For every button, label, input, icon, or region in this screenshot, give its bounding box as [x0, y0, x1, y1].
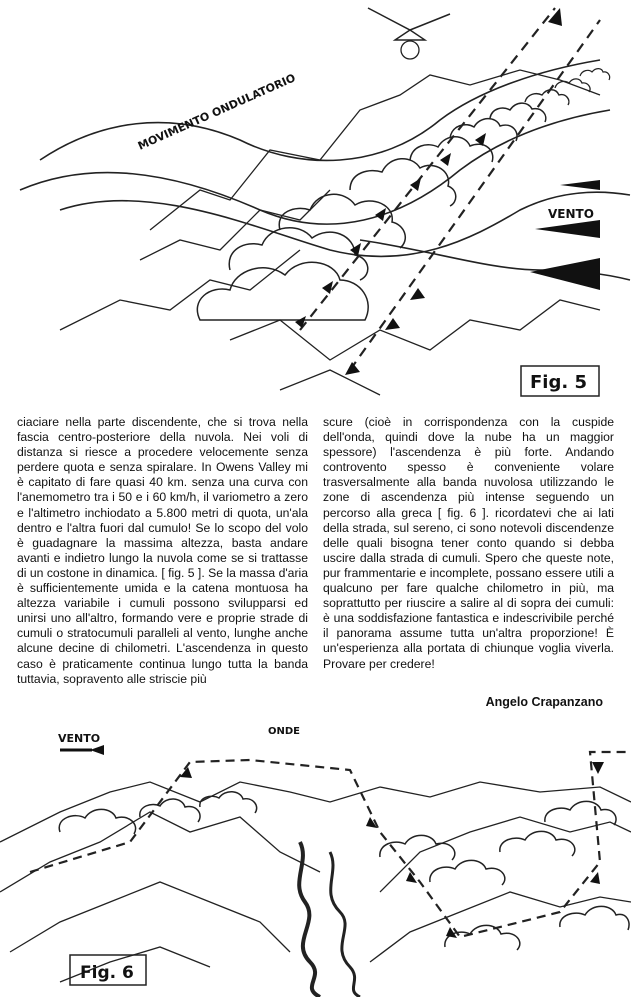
- author-signature: Angelo Crapanzano: [485, 695, 603, 709]
- text-column-right: [323, 415, 614, 672]
- fig6-wind-label: VENTO: [58, 732, 101, 745]
- figure-6-illustration: [0, 722, 631, 997]
- fig6-wave-label: ONDE: [268, 726, 301, 737]
- figure-5-illustration: [0, 0, 631, 405]
- right-column-text: scure (cioè in corrispondenza con la cuspide dell'onda, quindi dove la nube ha un maggior spessore) l'ascendenza è più forte. Andando controvento spesso è conveniente volare trasversalmente alla banda nuvolosa utilizzando le zone di ascendenza più intense seguendo un percorso alla greca [ fig. 6 ]. ricordatevi che ai lati della strada, sul sereno, ci sono notevoli discendenze delle quali bisogna tener conto quando si debba uscire dalla strada di cumuli. Spero che queste note, pur frammentarie e incomplete, possano essere utili a qualcuno per fare qualche chilometro in più, ma soprattutto per riuscire a salire al di sopra dei cumuli: è una soddisfazione fantastica e indescrivibile perché il panorama assume tutta un'altra proporzione! È un'esperienza alla portata di chiunque voglia viverla. Provare per credere!: [323, 415, 614, 671]
- left-column-text: ciaciare nella parte discendente, che si trova nella fascia centro-posteriore della nuvola. Nei voli di distanza si riesce a procedere velocemente senza perdere quota e senza spiralare. In Owens Valley mi è capitato di fare quasi 40 km. senza una curva con l'anemometro tra i 50 e i 60 km/h, il variometro a zero e l'altimetro inchiodato a 5.800 metri di quota, un'ala dentro e l'altra fuori dal cumulo! Se lo scopo del volo è guadagnare la massima altezza, basta andare avanti e indietro lungo la nuvola come se si trattasse di un costone in dinamica. [ fig. 5 ]. Se la massa d'aria è sufficientemente umida e la catena montuosa ha altezza variabile i cumuli possono svilupparsi ed unirsi uno all'altro, formando vere e proprie strade di cumuli o stratocumuli paralleli al vento, lunghe anche alcune decine di chilometri. L'ascendenza in questo caso è praticamente continua lungo tutta la banda tuttavia, sopravento alle striscie più: [17, 415, 308, 686]
- fig5-wave-label: MOVIMENTO ONDULATORIO: [135, 71, 298, 153]
- fig5-label: Fig. 5: [530, 372, 587, 393]
- text-column-left: [17, 415, 308, 687]
- fig5-wind-label: VENTO: [548, 207, 594, 221]
- fig6-label: Fig. 6: [80, 963, 134, 983]
- figure-6-drawing: [0, 722, 631, 997]
- figure-5-drawing: [0, 0, 631, 405]
